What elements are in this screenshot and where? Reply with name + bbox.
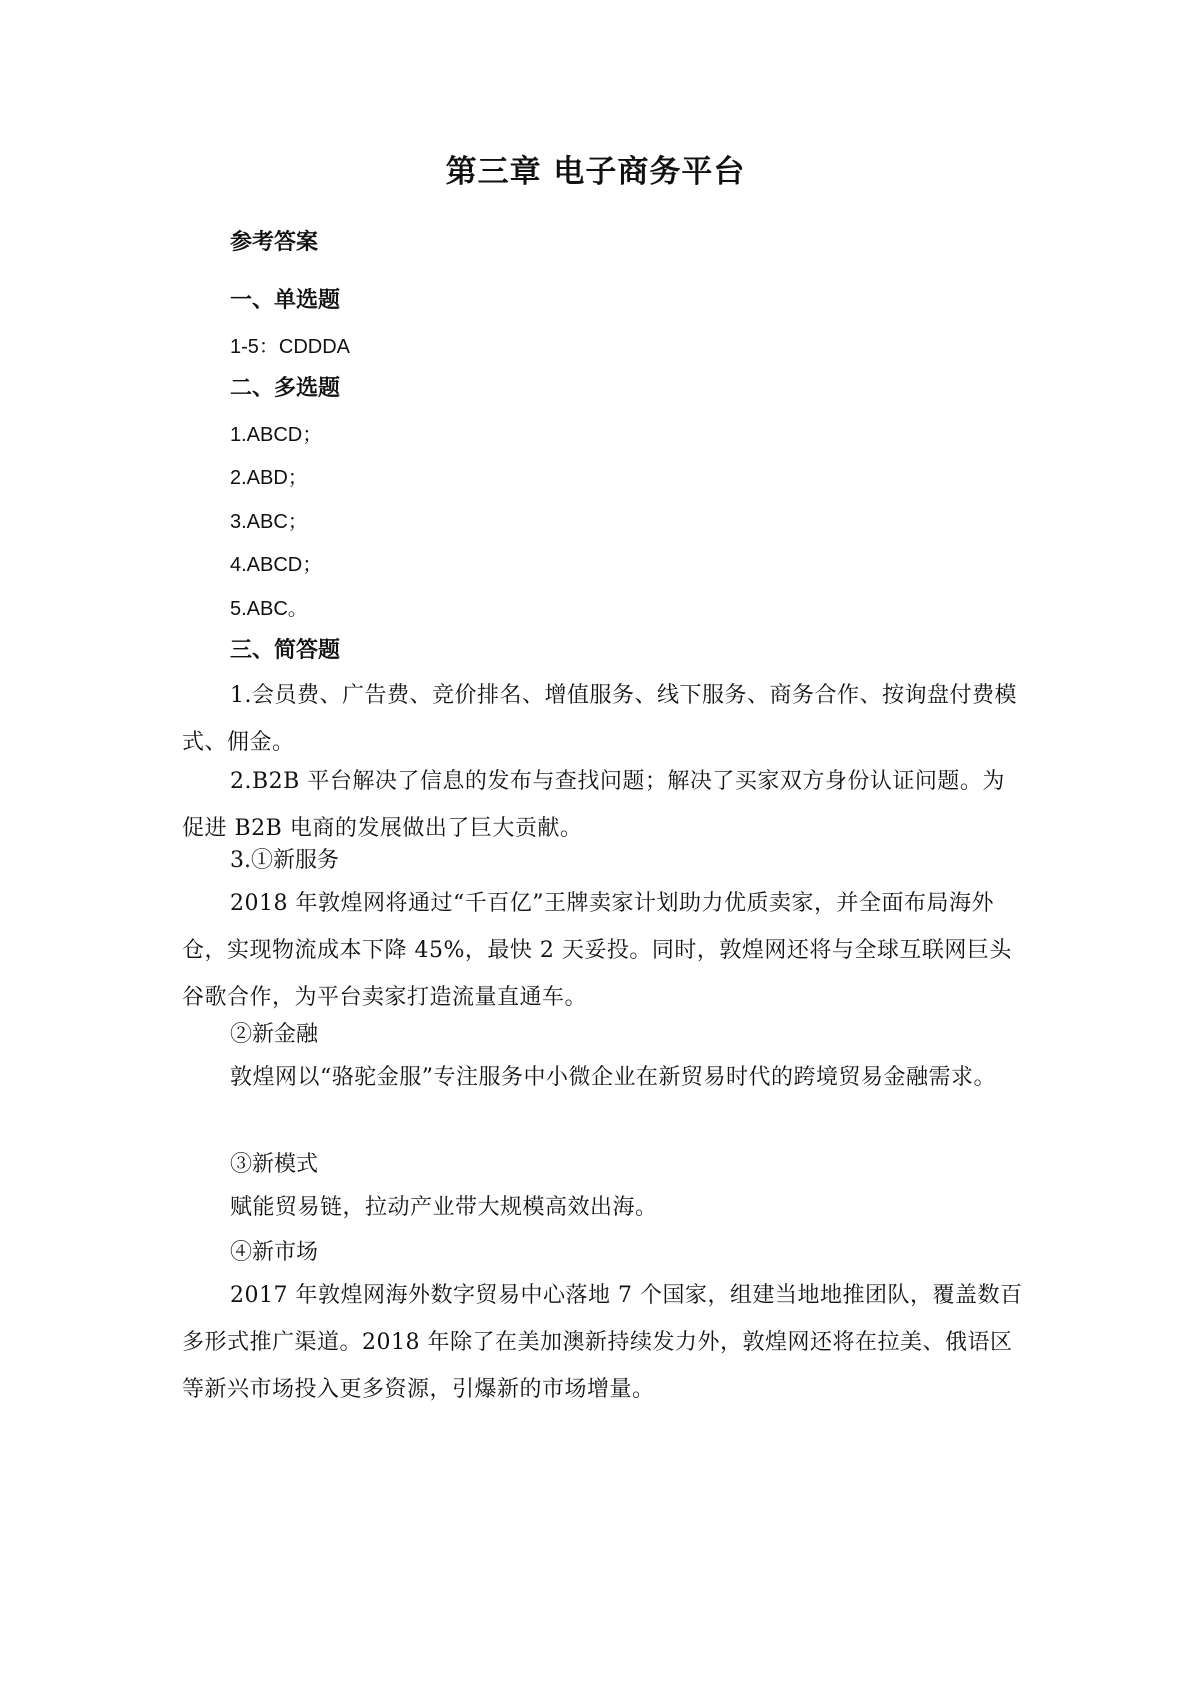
answers-heading: 参考答案 — [230, 230, 319, 255]
section-short-answer-heading: 三、简答题 — [230, 638, 341, 663]
short-answer-3-label: 3.①新服务 — [230, 848, 339, 873]
multi-choice-answer-1: 1.ABCD； — [230, 424, 323, 446]
multi-choice-answer-4: 4.ABCD； — [230, 554, 323, 576]
multi-choice-answer-5: 5.ABC。 — [230, 598, 308, 620]
new-market-label: ④新市场 — [230, 1240, 319, 1265]
multi-choice-answer-2: 2.ABD； — [230, 467, 308, 489]
new-finance-label: ②新金融 — [230, 1022, 319, 1047]
page-title: 第三章 电子商务平台 — [445, 154, 746, 190]
new-finance-text: 敦煌网以“骆驼金服”专注服务中小微企业在新贸易时代的跨境贸易金融需求。 — [230, 1065, 996, 1090]
multi-choice-answer-3: 3.ABC； — [230, 511, 308, 533]
short-answer-1: 1.会员费、广告费、竞价排名、增值服务、线下服务、商务合作、按询盘付费模式、佣金。 — [182, 683, 1017, 755]
single-choice-answer: 1-5：CDDDA — [230, 336, 351, 358]
new-model-text: 赋能贸易链，拉动产业带大规模高效出海。 — [230, 1195, 658, 1220]
new-service-text: 2018 年敦煌网将通过“千百亿”王牌卖家计划助力优质卖家，并全面布局海外仓，实现物流成本下降 45%，最快 2 天妥投。同时，敦煌网还将与全球互联网巨头谷歌合作，为平台卖家打造流量直通车。 — [182, 891, 1012, 1010]
section-single-choice-heading: 一、单选题 — [230, 288, 341, 313]
new-model-label: ③新模式 — [230, 1152, 319, 1177]
new-market-text: 2017 年敦煌网海外数字贸易中心落地 7 个国家，组建当地地推团队，覆盖数百多形式推广渠道。2018 年除了在美加澳新持续发力外，敦煌网还将在拉美、俄语区等新兴市场投入更多资源，引爆新的市场增量。 — [182, 1283, 1023, 1402]
short-answer-2: 2.B2B 平台解决了信息的发布与查找问题；解决了买家双方身份认证问题。为促进 B2B 电商的发展做出了巨大贡献。 — [182, 769, 1005, 841]
section-multi-choice-heading: 二、多选题 — [230, 376, 341, 401]
